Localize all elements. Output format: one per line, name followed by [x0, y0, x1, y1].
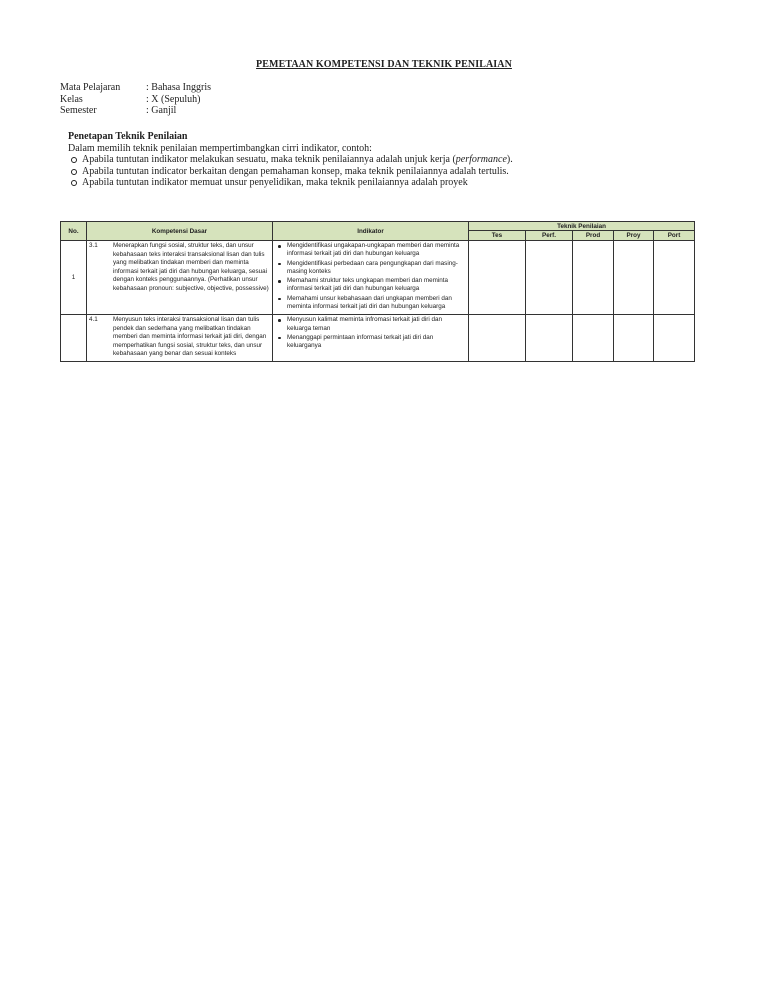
list-item — [277, 242, 464, 259]
cell-prod — [573, 315, 614, 362]
subject-info — [60, 82, 211, 117]
cell-port — [654, 315, 695, 362]
meta-label: Mata Pelajaran — [60, 82, 121, 93]
indikator-cell — [273, 315, 469, 362]
row-number — [61, 315, 87, 362]
cell-perf — [526, 241, 573, 315]
list-item — [277, 277, 464, 294]
circle-bullet-icon — [71, 180, 77, 186]
circle-bullet-icon — [71, 157, 77, 163]
indikator-text: Menanggapi permintaan informasi terkait jati diri dan keluarganya — [287, 333, 434, 350]
bullet-dot-icon — [278, 337, 281, 340]
table-row — [61, 315, 695, 362]
meta-label: Kelas — [60, 93, 83, 105]
page-title: PEMETAAN KOMPETENSI DAN TEKNIK PENILAIAN — [256, 59, 512, 70]
bullet-text: Apabila tuntutan indicator berkaitan dengan pemahaman konsep, maka teknik penilaiannya adalah tertulis. — [82, 165, 509, 177]
meta-row-class — [60, 94, 211, 106]
list-item — [277, 334, 464, 351]
meta-value: : Ganjil — [146, 105, 177, 116]
list-item — [277, 295, 464, 312]
indikator-text: Mengidentifikasi perbedaan cara pengungkapan dari masing-masing konteks — [287, 259, 458, 275]
bullet-emphasis: performance — [455, 154, 507, 165]
kd-number: 4.1 — [89, 316, 98, 324]
competency-table — [60, 221, 695, 362]
indikator-text: Memahami struktur teks ungkapan memberi dan meminta informasi terkait jati diri dan hubungan keluarga — [287, 277, 448, 293]
bullet-dot-icon — [278, 263, 281, 266]
indikator-text: Mengidentifikasi ungakapan-ungkapan memberi dan meminta informasi terkait jati diri dan hubungan keluarga — [287, 242, 460, 258]
meta-row-semester — [60, 105, 211, 117]
bullet-item — [68, 154, 708, 166]
header-kompetensi-dasar: Kompetensi Dasar — [87, 222, 273, 241]
cell-perf — [526, 315, 573, 362]
indikator-text: Memahami unsur kebahasaan dari ungkapan memberi dan meminta informasi terkait jati diri dan hubungan keluarga — [287, 294, 452, 311]
meta-row-subject — [60, 82, 211, 94]
table-row — [61, 241, 695, 315]
header-tes: Tes — [469, 231, 526, 241]
bullet-dot-icon — [278, 245, 281, 248]
header-prod: Prod — [573, 231, 614, 241]
list-item — [277, 316, 464, 333]
header-port: Port — [654, 231, 695, 241]
kd-number: 3.1 — [89, 242, 98, 249]
indikator-cell — [273, 241, 469, 315]
header-proy: Proy — [614, 231, 654, 241]
header-perf: Perf. — [526, 231, 573, 241]
row-number: 1 — [61, 241, 87, 315]
kd-cell — [87, 241, 273, 315]
meta-value: : Bahasa Inggris — [146, 82, 211, 93]
bullet-item — [68, 177, 708, 189]
bullet-dot-icon — [278, 280, 281, 283]
meta-label: Semester — [60, 105, 97, 116]
cell-port — [654, 241, 695, 315]
header-no: No. — [61, 222, 87, 241]
meta-value: : X (Sepuluh) — [146, 93, 201, 105]
list-item — [277, 260, 464, 277]
header-teknik-penilaian: Teknik Penilaian — [469, 222, 695, 231]
indikator-list — [277, 316, 464, 350]
table-header-row — [61, 222, 695, 231]
bullet-item — [68, 166, 708, 178]
indikator-list — [277, 242, 464, 311]
cell-prod — [573, 241, 614, 315]
section-heading: Penetapan Teknik Penilaian — [68, 131, 188, 142]
cell-tes — [469, 315, 526, 362]
section-intro: Dalam memilih teknik penilaian mempertimbangkan cirri indikator, contoh: — [68, 142, 372, 154]
kd-text: Menerapkan fungsi sosial, struktur teks, dan unsur kebahasaan teks interaksi transaksional lisan dan tulis yang melibatkan tindakan memberi dan meminta informasi terkait jati diri dan hubungan keluarga, sesuai dengan konteks penggunaannya. (Perhatikan unsur kebahasaan pronoun: subjective, objective, possessive) — [113, 242, 269, 292]
kd-cell — [87, 315, 273, 362]
bullet-text: Apabila tuntutan indikator memuat unsur penyelidikan, maka teknik penilaiannya adalah proyek — [82, 177, 468, 188]
cell-proy — [614, 315, 654, 362]
header-indikator: Indikator — [273, 222, 469, 241]
bullet-text: Apabila tuntutan indikator melakukan sesuatu, maka teknik penilaiannya adalah unjuk kerja ( — [82, 154, 456, 165]
bullet-dot-icon — [278, 319, 281, 322]
technique-bullet-list — [68, 154, 708, 189]
assessment-technique-section — [68, 131, 708, 189]
kd-text: Menyusun teks interaksi transaksional lisan dan tulis pendek dan sederhana yang melibatkan tindakan memberi dan meminta informasi terkait jati diri, dengan memperhatikan fungsi sosial, struktur teks, dan unsur kebahasaan yang benar dan sesuai konteks — [113, 316, 267, 358]
indikator-text: Menyusun kalimat meminta infromasi terkait jati diri dan keluarga teman — [287, 316, 443, 332]
bullet-text-end: ). — [506, 154, 513, 165]
cell-tes — [469, 241, 526, 315]
cell-proy — [614, 241, 654, 315]
circle-bullet-icon — [71, 169, 77, 175]
bullet-dot-icon — [278, 298, 281, 301]
